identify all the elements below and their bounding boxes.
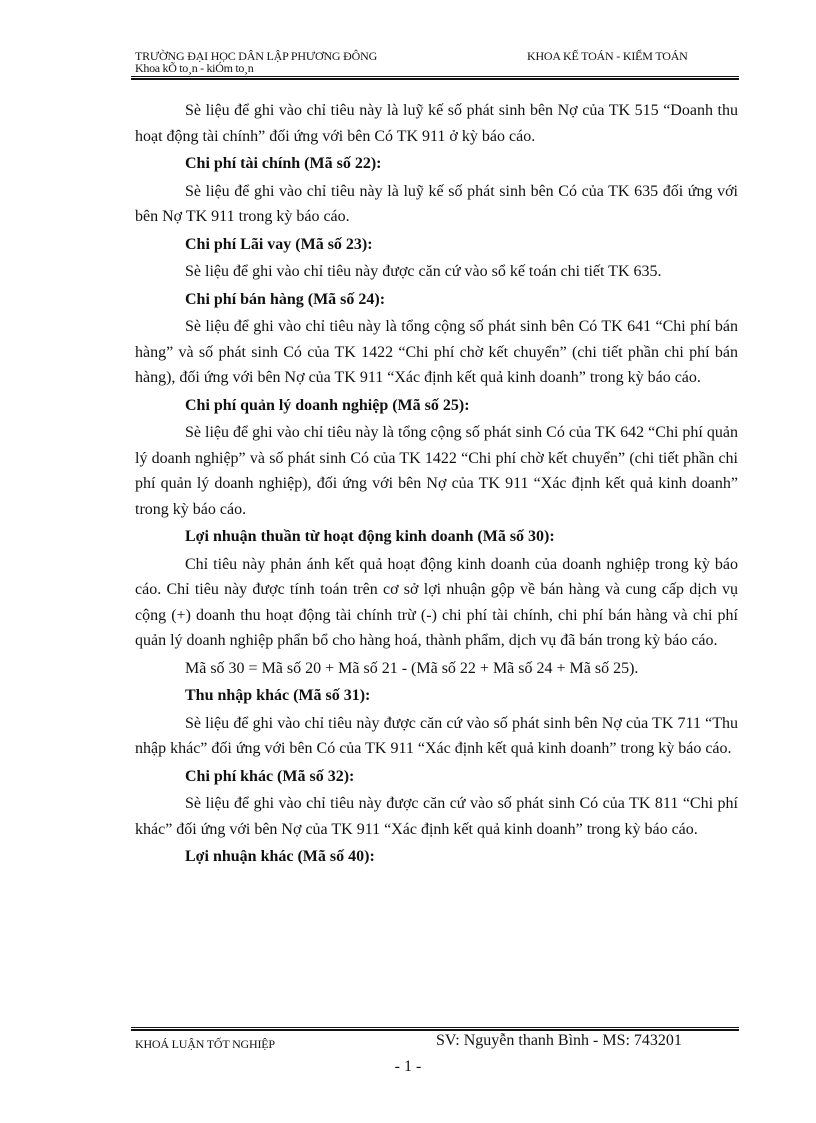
footer-thesis-label: KHOÁ LUẬN TỐT NGHIỆP (135, 1037, 275, 1051)
paragraph: Sè liệu để ghi vào chỉ tiêu này là tổng cộng số phát sinh bên Có TK 641 “Chi phí bán hàng” và số phát sinh Có của TK 1422 “Chi phí chờ kết chuyển” (chi tiết phần chi phí bán hàng), đối ứng với bên Nợ của TK 911 “Xác định kết quả kinh doanh” trong kỳ báo cáo. (135, 318, 738, 386)
footer-student-info: SV: Nguyễn thanh Bình - MS: 743201 (436, 1032, 682, 1049)
page-number: - 1 - (394, 1058, 422, 1075)
section-heading: Chi phí Lãi vay (Mã số 23): (185, 235, 373, 253)
header-rule (131, 76, 739, 80)
formula: Mã số 30 = Mã số 20 + Mã số 21 - (Mã số 22 + Mã số 24 + Mã số 25). (185, 659, 639, 677)
header-department: Khoa kÕ to¸n - kiÓm to¸n (135, 61, 254, 75)
section-heading: Thu nhập khác (Mã số 31): (185, 687, 371, 704)
paragraph: Sè liệu để ghi vào chỉ tiêu này là luỹ kế số phát sinh bên Có của TK 635 đối ứng với bên Nợ TK 911 trong kỳ báo cáo. (135, 182, 738, 225)
section-heading: Chi phí khác (Mã số 32): (185, 767, 355, 785)
section-heading: Lợi nhuận thuần từ hoạt động kinh doanh (Mã số 30): (185, 528, 555, 545)
paragraph: Sè liệu để ghi vào chỉ tiêu này là tổng cộng số phát sinh Có của TK 642 “Chi phí quản lý doanh nghiệp” và số phát sinh Có của TK 1422 “Chi phí chờ kết chuyển” (chi tiết phần chi phí quản lý doanh nghiệp), đối ứng với bên Nợ của TK 911 “Xác định kết quả kinh doanh” trong kỳ báo cáo. (135, 424, 738, 518)
paragraph: Sè liệu để ghi vào chỉ tiêu này được căn cứ vào số phát sinh bên Nợ của TK 711 “Thu nhập khác” đối ứng với bên Có của TK 911 “Xác định kết quả kinh doanh” trong kỳ báo cáo. (135, 714, 738, 757)
header-faculty: KHOA KẾ TOÁN - KIỂM TOÁN (527, 49, 688, 63)
paragraph: Chỉ tiêu này phản ánh kết quả hoạt động kinh doanh của doanh nghiệp trong kỳ báo cáo. Chỉ tiêu này được tính toán trên cơ sở lợi nhuận gộp về bán hàng và cung cấp dịch vụ cộng (+) doanh thu hoạt động tài chính trừ (-) chi phí tài chính, chi phí bán hàng và chi phí quản lý doanh nghiệp phẩn bổ cho hàng hoá, thành phẩm, dịch vụ đã bán trong kỳ báo cáo. (135, 555, 738, 649)
paragraph: Sè liệu để ghi vào chỉ tiêu này là luỹ kế số phát sinh bên Nợ của TK 515 “Doanh thu hoạt động tài chính” đối ứng với bên Có TK 911 ở kỳ báo cáo. (135, 102, 738, 145)
footer-rule (131, 1027, 739, 1031)
document-body (135, 98, 738, 872)
section-heading: Chi phí bán hàng (Mã số 24): (185, 290, 386, 308)
header-school-name: TRƯỜNG ĐẠI HỌC DÂN LẬP PHƯƠNG ĐÔNG (135, 49, 378, 63)
paragraph: Sè liệu để ghi vào chỉ tiêu này được căn cứ vào số phát sinh Có của TK 811 “Chi phí khác” đối ứng với bên Nợ của TK 911 “Xác định kết quả kinh doanh” trong kỳ báo cáo. (135, 795, 738, 838)
paragraph: Sè liệu để ghi vào chỉ tiêu này được căn cứ vào sổ kế toán chi tiết TK 635. (185, 263, 662, 280)
section-heading: Lợi nhuận khác (Mã số 40): (185, 848, 375, 865)
section-heading: Chi phí tài chính (Mã số 22): (185, 155, 382, 172)
section-heading: Chi phí quản lý doanh nghiệp (Mã số 25): (185, 396, 470, 414)
